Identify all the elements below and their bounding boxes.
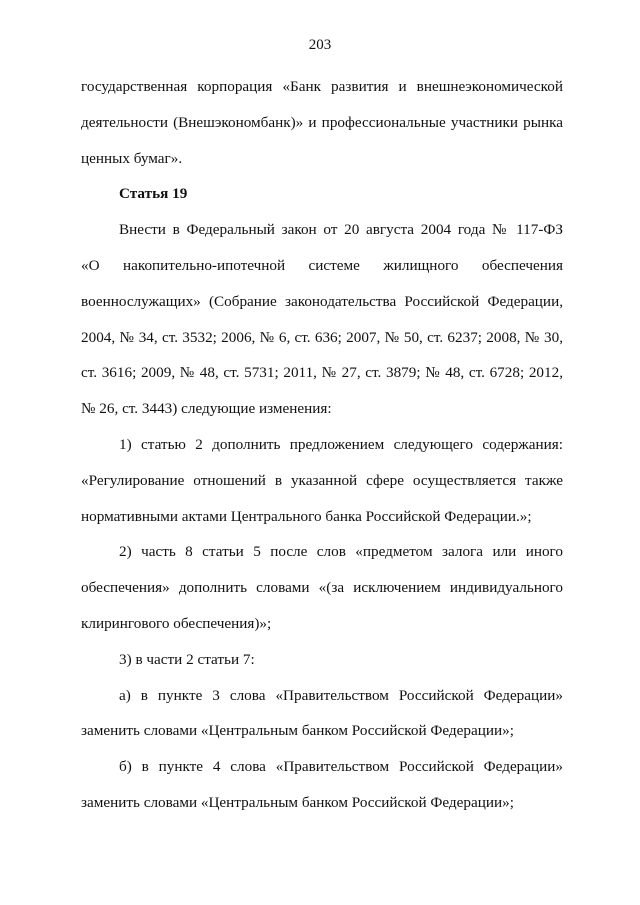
text-line: 3) в части 2 статьи 7: (119, 650, 255, 668)
text-line: клирингового обеспечения)»; (81, 614, 272, 632)
text-line: заменить словами «Центральным банком Российской Федерации»; (81, 793, 514, 811)
text-line: «О накопительно-ипотечной системе жилищного обеспечения (81, 256, 563, 274)
paragraph-continuation (81, 69, 563, 176)
paragraph-amendment-intro (81, 212, 563, 427)
text-line: деятельности (Внешэкономбанк)» и профессиональные участники рынка (81, 113, 563, 131)
paragraph-subitem-a (81, 678, 563, 750)
page-number: 203 (308, 37, 332, 53)
paragraph-subitem-b (81, 749, 563, 821)
text-line: «Регулирование отношений в указанной сфере осуществляется также (81, 471, 563, 489)
text-line: Внести в Федеральный закон от 20 августа 2004 года № 117-ФЗ (119, 221, 563, 239)
text-line: военнослужащих» (Собрание законодательства Российской Федерации, (81, 292, 563, 310)
paragraph-item-2 (81, 534, 563, 641)
paragraph-item-3 (81, 642, 563, 678)
text-line: 1) статью 2 дополнить предложением следующего содержания: (119, 435, 563, 453)
text-line: заменить словами «Центральным банком Российской Федерации»; (81, 722, 514, 740)
text-line: а) в пункте 3 слова «Правительством Российской Федерации» (119, 686, 563, 704)
text-line: государственная корпорация «Банк развития и внешнеэкономической (81, 78, 563, 95)
text-line: б) в пункте 4 слова «Правительством Российской Федерации» (119, 758, 563, 776)
text-line: нормативными актами Центрального банка Российской Федерации.»; (81, 507, 532, 525)
paragraph-item-1 (81, 427, 563, 534)
article-heading: Статья 19 (119, 185, 188, 203)
text-line: № 26, ст. 3443) следующие изменения: (81, 400, 332, 418)
text-line: 2004, № 34, ст. 3532; 2006, № 6, ст. 636; 2007, № 50, ст. 6237; 2008, № 30, (81, 328, 563, 346)
document-body (81, 69, 563, 821)
text-line: ценных бумаг». (81, 149, 183, 167)
text-line: ст. 3616; 2009, № 48, ст. 5731; 2011, № 27, ст. 3879; № 48, ст. 6728; 2012, (81, 364, 563, 382)
text-line: 2) часть 8 статьи 5 после слов «предметом залога или иного (119, 543, 563, 561)
text-line: обеспечения» дополнить словами «(за исключением индивидуального (81, 579, 563, 597)
